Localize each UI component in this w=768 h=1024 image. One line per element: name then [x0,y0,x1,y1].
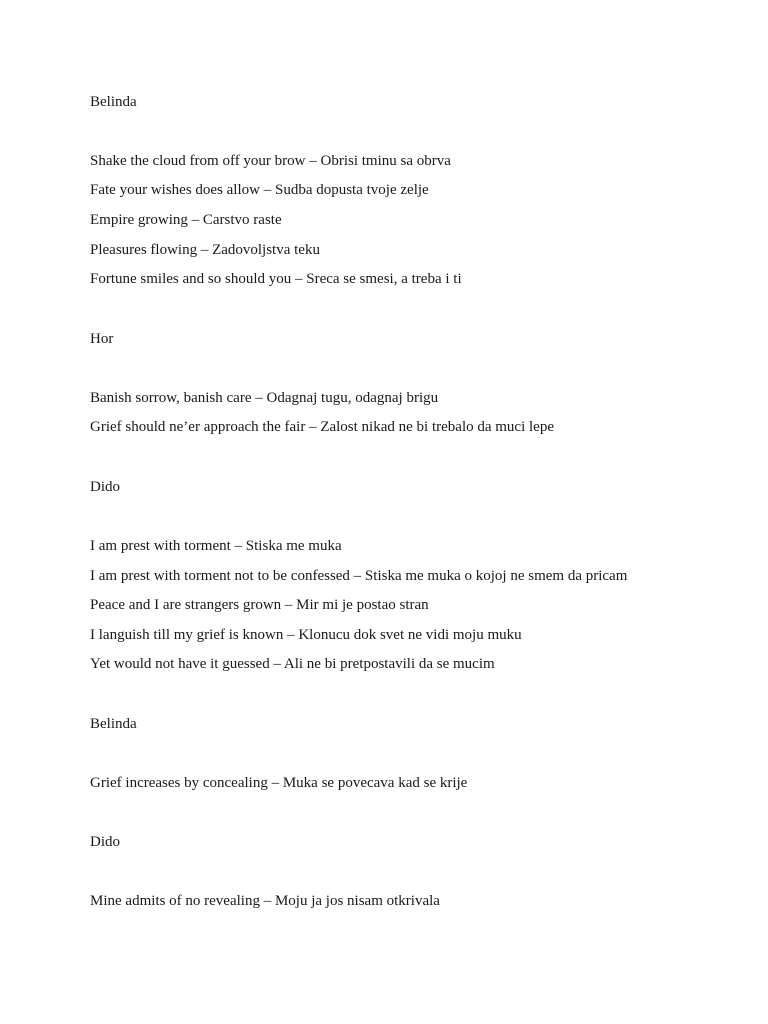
lyric-line: Grief increases by concealing – Muka se povecava kad se krije [90,775,468,791]
lyric-line: I am prest with torment not to be confessed – Stiska me muka o kojoj ne smem da pricam [90,568,628,584]
lyric-line: Fortune smiles and so should you – Sreca se smesi, a treba i ti [90,271,462,287]
speaker-name: Hor [90,331,114,347]
lyric-line: Shake the cloud from off your brow – Obrisi tminu sa obrva [90,153,451,169]
lyric-line: Pleasures flowing – Zadovoljstva teku [90,242,320,258]
speaker-name: Belinda [90,716,137,732]
speaker-name: Dido [90,479,120,495]
lyric-line: Banish sorrow, banish care – Odagnaj tugu, odagnaj brigu [90,390,439,406]
lyric-line: Peace and I are strangers grown – Mir mi je postao stran [90,597,429,613]
lyric-line: Empire growing – Carstvo raste [90,212,282,228]
lyric-line: I languish till my grief is known – Klonucu dok svet ne vidi moju muku [90,627,522,643]
lyric-line: Yet would not have it guessed – Ali ne bi pretpostavili da se mucim [90,656,495,672]
lyric-line: Grief should ne’er approach the fair – Zalost nikad ne bi trebalo da muci lepe [90,419,554,435]
lyric-line: Fate your wishes does allow – Sudba dopusta tvoje zelje [90,182,429,198]
lyric-line: I am prest with torment – Stiska me muka [90,538,342,554]
lyric-line: Mine admits of no revealing – Moju ja jos nisam otkrivala [90,893,440,909]
speaker-name: Belinda [90,94,137,110]
speaker-name: Dido [90,834,120,850]
